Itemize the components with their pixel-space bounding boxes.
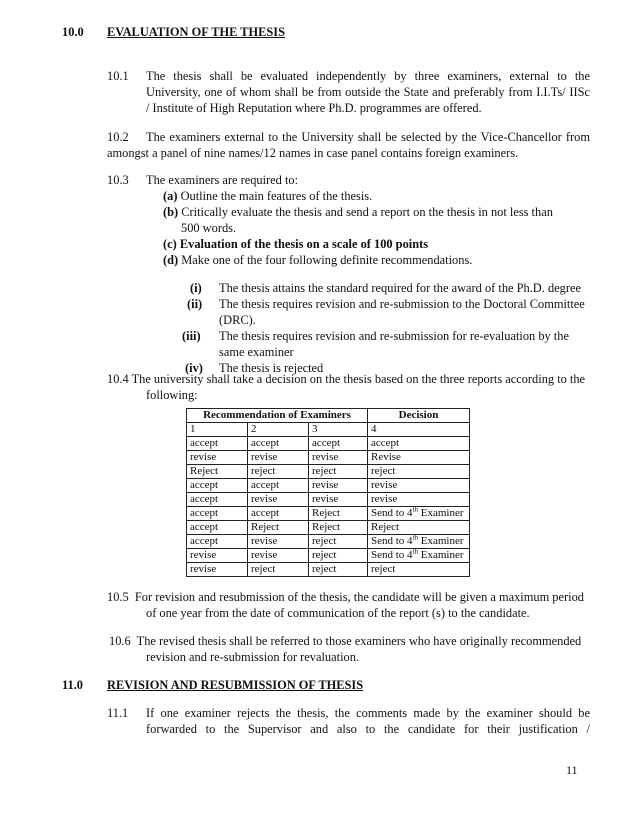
clause-text: For revision and resubmission of the thesis, the candidate will be given a maximum period [134,590,584,604]
recommendation-text: The thesis requires revision and re-submission for re-evaluation by the [219,329,569,343]
examiner-2-cell: accept [248,437,309,451]
examiner-1-cell: revise [187,451,248,465]
clause-text-line: / Institute of High Reputation where Ph.D. programmes are offered. [146,101,482,115]
table-row [187,521,470,535]
decision-cell [368,549,470,563]
examiner-3-cell: revise [309,493,368,507]
decision-text: Send to 4 [371,549,413,561]
table-row [187,507,470,521]
examiner-1-cell: accept [187,437,248,451]
decision-table [186,408,470,577]
examiner-1-cell: accept [187,479,248,493]
page-number: 11 [566,763,578,777]
clause-number: 10.6 [109,634,131,648]
clause-10-6-line1 [109,633,581,649]
list-text: Make one of the four following definite recommendations. [181,253,473,267]
decision-cell [368,465,470,479]
recommendation-text: The thesis is rejected [219,361,324,375]
ordinal-suffix: th [412,533,419,542]
examiner-1-cell: accept [187,507,248,521]
decision-cell [368,437,470,451]
examiner-2-cell: Reject [248,521,309,535]
decision-text: revise [371,493,398,505]
list-text-continued: 500 words. [181,221,237,235]
clause-text-line: The thesis shall be evaluated independently by three examiners, external to the [146,69,590,83]
decision-cell [368,479,470,493]
clause-number: 10.5 [107,590,129,604]
examiner-2-cell: reject [248,563,309,577]
examiner-1-cell: Reject [187,465,248,479]
list-marker: (d) [163,253,179,267]
examiner-3-cell: revise [309,451,368,465]
examiner-1-cell: accept [187,521,248,535]
decision-text: reject [371,465,396,477]
decision-cell [368,451,470,465]
clause-text-line: following: [146,388,198,402]
header-recommendation: Recommendation of Examiners [187,409,368,423]
examiner-3-cell: Reject [309,507,368,521]
recommendation-text: The thesis requires revision and re-submission to the Doctoral Committee [219,297,585,311]
decision-cell [368,493,470,507]
table-row [187,437,470,451]
list-item-c [163,236,428,252]
table-row [187,549,470,563]
ordinal-suffix: th [412,547,419,556]
list-text: Critically evaluate the thesis and send a report on the thesis in not less than [181,205,553,219]
clause-text-line: forwarded to the Supervisor and also to the candidate for their justification / [146,722,590,736]
table-body [187,423,470,577]
recommendation-text: The thesis attains the standard required for the award of the Ph.D. degree [219,281,581,295]
clause-text-line: The examiners are required to: [146,173,299,187]
examiner-2-cell: revise [248,493,309,507]
examiner-1-cell: revise [187,563,248,577]
decision-text-suffix: Examiner [418,507,464,519]
examiner-1-cell: revise [187,549,248,563]
examiner-1-cell: accept [187,535,248,549]
decision-cell [368,423,470,437]
list-marker: (a) [163,189,178,203]
clause-text-line: The examiners external to the University shall be selected by the Vice-Chancellor from [146,130,590,144]
clause-text: The university shall take a decision on the thesis based on the three reports according to the [131,372,586,386]
examiner-3-cell: Reject [309,521,368,535]
clause-text-line: revision and re-submission for revaluation. [146,650,360,664]
table-row [187,451,470,465]
section-heading: EVALUATION OF THE THESIS [107,25,286,39]
clause-text-line: of one year from the date of communication of the report (s) to the candidate. [146,606,530,620]
section-heading: REVISION AND RESUBMISSION OF THESIS [107,678,364,692]
recommendation-marker: (i) [190,281,202,295]
clause-text-line: University, one of whom shall be from outside the State and preferably from I.I.Ts/ IISc [146,85,590,99]
list-item-b [163,204,553,220]
header-decision: Decision [368,409,470,423]
examiner-1-cell: accept [187,493,248,507]
decision-text: Send to 4 [371,507,413,519]
table-header-row [187,409,470,423]
decision-text: revise [371,479,398,491]
decision-cell [368,563,470,577]
decision-cell [368,507,470,521]
table-row [187,535,470,549]
examiner-3-cell: reject [309,549,368,563]
examiner-3-cell: reject [309,563,368,577]
table-row [187,465,470,479]
examiner-2-cell: accept [248,479,309,493]
clause-number: 10.4 [107,372,129,386]
decision-text: 4 [371,423,377,435]
examiner-3-cell: reject [309,535,368,549]
recommendation-marker: (iii) [182,329,201,343]
decision-text: accept [371,437,400,449]
decision-text: Send to 4 [371,535,413,547]
list-text: Evaluation of the thesis on a scale of 100 points [179,237,429,251]
examiner-1-cell: 1 [187,423,248,437]
list-marker: (b) [163,205,179,219]
section-number: 10.0 [62,25,84,39]
table-row [187,563,470,577]
examiner-2-cell: revise [248,451,309,465]
examiner-2-cell: revise [248,535,309,549]
clause-text-line: If one examiner rejects the thesis, the comments made by the examiner should be [146,706,590,720]
clause-text-line: amongst a panel of nine names/12 names in case panel contains foreign examiners. [107,146,519,160]
decision-cell [368,521,470,535]
examiner-3-cell: accept [309,437,368,451]
clause-number: 10.3 [107,173,129,187]
decision-text-suffix: Examiner [418,535,464,547]
clause-number: 10.1 [107,69,129,83]
examiner-2-cell: revise [248,549,309,563]
recommendation-text-continued: (DRC). [219,313,256,327]
decision-text: reject [371,563,396,575]
recommendation-marker: (iv) [185,361,203,375]
examiner-3-cell: reject [309,465,368,479]
clause-number: 11.1 [107,706,129,720]
table-row [187,423,470,437]
list-text: Outline the main features of the thesis. [180,189,373,203]
recommendation-text-continued: same examiner [219,345,294,359]
examiner-3-cell: 3 [309,423,368,437]
clause-number: 10.2 [107,130,129,144]
list-item-a [163,188,372,204]
decision-text-suffix: Examiner [418,549,464,561]
clause-10-4-line1 [107,371,585,387]
decision-cell [368,535,470,549]
recommendation-marker: (ii) [187,297,203,311]
table-row [187,479,470,493]
decision-text: Reject [371,521,400,533]
clause-text: The revised thesis shall be referred to those examiners who have originally recommended [136,634,582,648]
clause-10-5-line1 [107,589,584,605]
examiner-3-cell: revise [309,479,368,493]
decision-text: Revise [371,451,401,463]
list-marker: (c) [163,237,177,251]
table-row [187,493,470,507]
list-item-d [163,252,472,268]
ordinal-suffix: th [412,505,419,514]
section-number: 11.0 [62,678,83,692]
examiner-2-cell: reject [248,465,309,479]
examiner-2-cell: accept [248,507,309,521]
examiner-2-cell: 2 [248,423,309,437]
